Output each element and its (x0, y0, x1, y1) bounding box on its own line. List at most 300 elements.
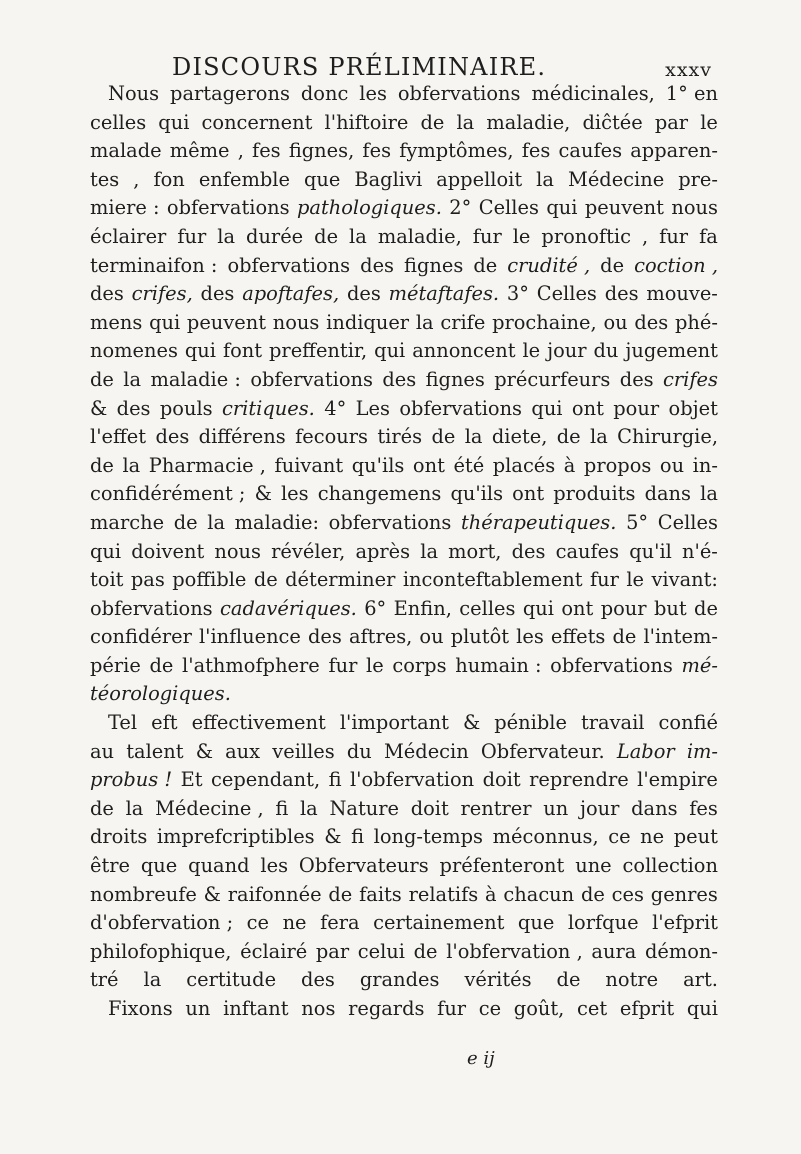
word: de (413, 939, 438, 963)
word: indiquer (326, 310, 410, 334)
text-line (90, 709, 718, 738)
word: des (511, 539, 546, 563)
word: de (314, 224, 339, 248)
text-line (90, 738, 718, 767)
word: celui (357, 939, 405, 963)
signature-mark: e ij (467, 1048, 495, 1069)
word: obfervations (166, 196, 290, 220)
word: toit (90, 568, 124, 592)
word: éclairé (240, 939, 308, 963)
word: humain : (455, 653, 542, 677)
word: même (169, 139, 230, 163)
word: l'efprit (652, 911, 718, 935)
word: nombreufe (90, 882, 197, 906)
word: qu'il (629, 539, 672, 563)
word: qui (184, 339, 216, 363)
word: durée (246, 224, 304, 248)
word: Nature (329, 796, 400, 820)
text-line (90, 252, 718, 281)
word: , (133, 167, 140, 191)
word: fymptômes, (399, 139, 514, 163)
word: droits (90, 825, 148, 849)
word: ce (246, 911, 270, 935)
word: art. (683, 968, 718, 992)
word: nos (301, 997, 336, 1020)
word: maladie, (486, 110, 571, 134)
word: qui (531, 396, 563, 420)
word: une (575, 854, 612, 878)
word: été (453, 453, 485, 477)
word: de (600, 253, 625, 277)
word: déterminer (285, 568, 396, 592)
word: Les (355, 396, 390, 420)
word: , (237, 139, 244, 163)
word: l'important (339, 711, 449, 735)
word: 3° (506, 282, 529, 306)
word: fes (252, 139, 281, 163)
word: confidérer (90, 625, 192, 649)
word: éclairer (90, 224, 167, 248)
word: peuvent (584, 196, 664, 220)
word: travail (580, 711, 645, 735)
word: peuvent (186, 310, 267, 334)
word: médicinales, (531, 82, 655, 105)
text-line (90, 623, 718, 652)
word: le (366, 653, 384, 677)
word: pénible (494, 711, 567, 735)
word: pronoftic (541, 224, 631, 248)
word: des (200, 282, 235, 306)
word: ont (512, 482, 545, 506)
word: peut (673, 825, 718, 849)
word: genres (650, 882, 718, 906)
word: du (346, 739, 372, 763)
word: apparen- (630, 139, 718, 163)
word: que (303, 167, 341, 191)
word: les (359, 82, 387, 105)
word: malade (90, 139, 162, 163)
word: précurfeurs (494, 367, 611, 391)
word: le (512, 224, 531, 248)
word: ou (603, 310, 628, 334)
word: qu'ils (450, 482, 504, 506)
word: les (516, 625, 544, 649)
word: fur (437, 997, 467, 1020)
word: qui (374, 339, 406, 363)
word: fecours (295, 425, 368, 449)
word: le (700, 110, 718, 134)
word: Baglivi (354, 167, 423, 191)
word: lorfque (567, 911, 639, 935)
text-line (90, 852, 718, 881)
word: mé- (681, 653, 718, 677)
word: ce (478, 997, 502, 1020)
word: la (464, 425, 483, 449)
word: mort, (448, 539, 502, 563)
word: apoftafes, (242, 282, 340, 306)
word: objet (668, 396, 718, 420)
word: fur (177, 224, 207, 248)
word: rentrer (460, 796, 532, 820)
word: nous (214, 539, 261, 563)
word: des (360, 253, 394, 277)
word: grandes (359, 968, 440, 992)
word: Chirurgie, (617, 425, 718, 449)
word: inftant (223, 997, 289, 1020)
word: plutôt (450, 625, 510, 649)
word: changemens (317, 482, 442, 506)
word: crife (440, 310, 486, 334)
word: démon- (644, 939, 718, 963)
word: placés (492, 453, 556, 477)
word: aura (591, 939, 637, 963)
word: marche (90, 510, 165, 534)
word: Celles (657, 510, 718, 534)
word: raifonnée (227, 882, 322, 906)
word: la (700, 482, 718, 506)
word: qui (686, 997, 718, 1020)
word: qui (90, 539, 122, 563)
word: diete, (491, 425, 548, 449)
word: la (122, 453, 141, 477)
word: but (653, 596, 687, 620)
word: la (590, 425, 608, 449)
word: partagerons (170, 82, 290, 105)
word: Obfervateurs (298, 854, 429, 878)
word: fes (521, 139, 551, 163)
word: des (346, 282, 381, 306)
word: 5° (626, 510, 649, 534)
word: que (517, 911, 555, 935)
word: obfervations (250, 367, 373, 391)
text-line (90, 452, 718, 481)
word: l'effet (90, 425, 147, 449)
page-number: xxxv (665, 59, 712, 81)
word: obfervations (227, 253, 351, 277)
word: effectivement (191, 711, 326, 735)
word: de (556, 425, 581, 449)
word: à (485, 882, 497, 906)
word: terminaifon : (90, 253, 218, 277)
word: jugement (625, 339, 718, 363)
word: fes (689, 796, 718, 820)
word: tirés (377, 425, 423, 449)
text-line (90, 538, 718, 567)
text-line (90, 137, 718, 166)
word: 6° (364, 596, 387, 620)
word: un (543, 796, 569, 820)
text-line (90, 823, 718, 852)
word: fur (659, 224, 689, 248)
word: vivant: (651, 568, 718, 592)
word: la (456, 110, 475, 134)
word: des (308, 625, 342, 649)
word: de (253, 568, 278, 592)
word: 4° (324, 396, 347, 420)
word: jour (579, 796, 620, 820)
word: inconteftablement (402, 568, 583, 592)
word: préfenteront (439, 854, 565, 878)
word: pouls (159, 396, 213, 420)
word: pour (600, 596, 647, 620)
word: im- (686, 739, 718, 763)
word: poffible (172, 568, 247, 592)
word: les (280, 482, 309, 506)
word: & (203, 882, 221, 906)
word: cependant, (211, 768, 321, 792)
word: produits (553, 482, 636, 506)
word: concernent (201, 110, 313, 134)
word: de (556, 968, 581, 992)
word: la (217, 224, 236, 248)
word: donc (300, 82, 349, 105)
word: méconnus, (492, 825, 599, 849)
word: dans (644, 482, 691, 506)
word: propos (583, 453, 652, 477)
word: du (593, 339, 619, 363)
word: fur (328, 653, 358, 677)
word: qui (522, 596, 554, 620)
word: Nous (108, 82, 160, 105)
word: caufes (555, 539, 620, 563)
word: certitude (186, 968, 277, 992)
word: long-temps (373, 825, 484, 849)
word: des (155, 425, 190, 449)
word: tes (90, 167, 120, 191)
word: à (563, 453, 576, 477)
word: ont (561, 596, 594, 620)
text-line (90, 423, 718, 452)
word: de (431, 425, 456, 449)
word: un (185, 997, 211, 1020)
word: doit (482, 768, 521, 792)
word: ne (282, 911, 307, 935)
word: crudité , (507, 253, 591, 277)
word: qui (149, 310, 181, 334)
word: fi (351, 825, 365, 849)
word: la (125, 796, 144, 820)
word: maladie : (150, 367, 241, 391)
word: 1° en (665, 82, 718, 105)
word: qui (546, 196, 578, 220)
word: cet (577, 997, 608, 1020)
word: efprit (619, 997, 675, 1020)
word: fon (153, 167, 185, 191)
word: maladie, (377, 224, 462, 248)
word: celles (459, 596, 516, 620)
word: le (626, 568, 645, 592)
word: & (462, 711, 481, 735)
text-line (90, 309, 718, 338)
word: aftres, (348, 625, 413, 649)
word: par (315, 939, 350, 963)
word: in- (692, 453, 718, 477)
word: la (143, 968, 162, 992)
word: fignes (404, 253, 464, 277)
word: eft (151, 711, 178, 735)
word: Tel (108, 711, 138, 735)
text-line (90, 337, 718, 366)
word: fuivant (274, 453, 344, 477)
running-head: DISCOURS PRÉLIMINAIRE. (172, 53, 547, 81)
text-line (90, 766, 718, 795)
word: la (349, 224, 367, 248)
word: regards (348, 997, 425, 1020)
text-line (90, 223, 718, 252)
word: ont (571, 396, 604, 420)
word: coction , (634, 253, 718, 277)
word: ont (412, 453, 445, 477)
word: nomenes (90, 339, 178, 363)
word: Et (180, 768, 203, 792)
word: fa (699, 224, 718, 248)
text-line (90, 966, 718, 995)
word: par (654, 110, 689, 134)
word: de (612, 625, 637, 649)
word: des (382, 367, 417, 391)
word: phé- (674, 310, 718, 334)
text-line (90, 909, 718, 938)
word: confié (658, 711, 718, 735)
word: n'é- (682, 539, 718, 563)
text-line (90, 395, 718, 424)
text-line (90, 366, 718, 395)
word: Celles (536, 282, 597, 306)
word: des (116, 396, 151, 420)
word: corps (392, 653, 447, 677)
word: la (420, 539, 439, 563)
word: des (619, 367, 654, 391)
word: Médecin (383, 739, 469, 763)
word: reprendre (529, 768, 629, 792)
word: cadavériques. (220, 596, 357, 620)
word: appelloit (436, 167, 523, 191)
word: tré (90, 968, 119, 992)
word: pathologiques. (296, 196, 442, 220)
word: fi (275, 796, 289, 820)
word: de (90, 453, 114, 477)
word: de (90, 796, 114, 820)
word: veilles (272, 739, 335, 763)
text-line (90, 652, 718, 681)
text-line (90, 566, 718, 595)
word: enfemble (198, 167, 290, 191)
word: font (222, 339, 263, 363)
word: que (140, 854, 178, 878)
text-line (90, 109, 718, 138)
word: certainement (373, 911, 505, 935)
word: doit (410, 796, 449, 820)
word: thérapeutiques. (460, 510, 617, 534)
word: 2° (449, 196, 472, 220)
word: après (355, 539, 411, 563)
word: la (299, 796, 318, 820)
word: jour (547, 339, 587, 363)
word: preffentir, (269, 339, 368, 363)
word: obfervations (328, 510, 452, 534)
word: de (90, 367, 114, 391)
word: la (123, 367, 142, 391)
word: faits (359, 882, 402, 906)
word: métaftafes. (388, 282, 500, 306)
word: la (536, 167, 554, 191)
word: fera (320, 911, 360, 935)
word: imprefcriptibles (156, 825, 315, 849)
word: diĉtée (582, 110, 643, 134)
word: le (522, 339, 541, 363)
word: obfervations (399, 396, 523, 420)
word: mouve- (646, 282, 718, 306)
text-line (90, 280, 718, 309)
word: de (420, 110, 445, 134)
word: miere : (90, 196, 160, 220)
word: crifes (663, 367, 718, 391)
word: des (90, 282, 124, 306)
word: de (694, 596, 718, 620)
text-line (90, 881, 718, 910)
word: relatifs (408, 882, 479, 906)
word: fignes, (288, 139, 355, 163)
word: Obfervateur. (480, 739, 605, 763)
word: des (604, 282, 639, 306)
word: & (90, 396, 108, 420)
word: pour (613, 396, 660, 420)
word: être (90, 854, 131, 878)
word: Fixons (108, 997, 173, 1020)
word: ne (640, 825, 665, 849)
word: l'hiftoire (324, 110, 409, 134)
word: ou (659, 453, 685, 477)
text-line (90, 480, 718, 509)
text-line (90, 595, 718, 624)
word: de (580, 882, 605, 906)
word: talent (126, 739, 184, 763)
word: pre- (678, 167, 718, 191)
word: & (254, 482, 272, 506)
word: pas (130, 568, 165, 592)
word: de (473, 253, 498, 277)
word: prochaine, (492, 310, 597, 334)
word: goût, (513, 997, 565, 1020)
word: nous (671, 196, 718, 220)
word: probus ! (90, 768, 173, 792)
word: Enfin, (393, 596, 452, 620)
text-line (90, 166, 718, 195)
word: Médecine , (155, 796, 264, 820)
word: fur (472, 224, 502, 248)
word: l'empire (637, 768, 718, 792)
word: des (301, 968, 335, 992)
word: ces (611, 882, 644, 906)
word: obfervations (90, 596, 213, 620)
word: annoncent (412, 339, 516, 363)
word: confidérément ; (90, 482, 246, 506)
word: maladie: (234, 510, 320, 534)
word: doivent (131, 539, 205, 563)
word: critiques. (222, 396, 315, 420)
word: obfervations (550, 653, 673, 677)
word: différens (198, 425, 286, 449)
word: l'obfervation (349, 768, 475, 792)
word: les (260, 854, 289, 878)
word: aux (225, 739, 261, 763)
text-line (90, 80, 718, 109)
word: Pharmacie , (148, 453, 266, 477)
word: caufes (558, 139, 623, 163)
word: dans (631, 796, 678, 820)
word: collection (622, 854, 718, 878)
word: l'obfervation , (446, 939, 583, 963)
